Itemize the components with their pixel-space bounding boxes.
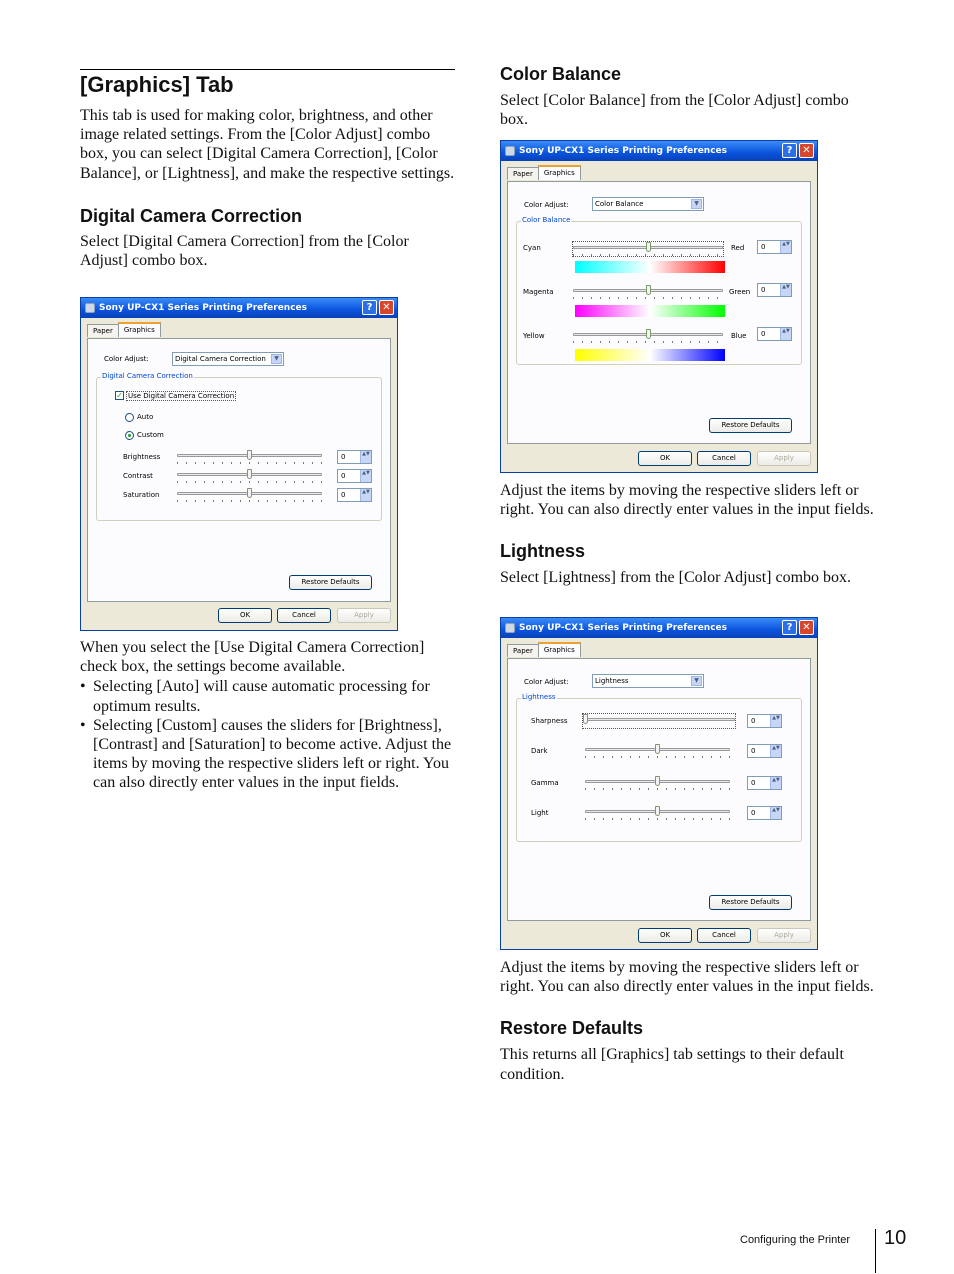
lightness-group [516,693,802,842]
cancel-button[interactable]: Cancel [277,608,331,623]
tab-graphics[interactable]: Graphics [538,642,581,657]
dialog-titlebar [81,298,397,318]
spin-arrows-icon[interactable]: ▲▼ [360,489,371,501]
spin-arrows-icon[interactable]: ▲▼ [770,807,781,819]
saturation-value: 0 [341,491,346,499]
spin-arrows-icon[interactable]: ▲▼ [360,451,371,463]
lightness-after-block [500,958,875,1084]
light-label: Light [531,809,549,817]
sharpness-value: 0 [751,717,756,725]
cyan-red-slider[interactable] [573,242,723,256]
slider-thumb[interactable] [655,776,660,786]
lightness-paragraph: Select [Lightness] from the [Color Adjust] combo box. [500,569,852,587]
magenta-green-gradient [575,305,725,317]
dark-slider[interactable] [585,744,730,758]
brightness-slider[interactable] [177,450,322,464]
dialog-tabs [507,644,580,657]
sharpness-label: Sharpness [531,717,568,725]
gamma-value: 0 [751,779,756,787]
combo-value: Color Balance [595,200,644,208]
cyan-red-input[interactable] [757,240,792,254]
cyan-label: Cyan [523,244,541,252]
dcc-group [96,372,382,521]
chevron-down-icon: ▼ [691,676,702,686]
lightness-heading: Lightness [500,541,586,562]
saturation-slider[interactable] [177,488,322,502]
intro-paragraph: This tab is used for making color, brightness, and other image related settings. From the [Color Adjust] combo box, you can select [Digital Camera Correction], [Color Balance], or [Lightness], and make the respective settings. [80,107,455,182]
red-label: Red [731,244,745,252]
help-button[interactable]: ? [782,620,797,635]
magenta-label: Magenta [523,288,554,296]
cancel-button[interactable]: Cancel [697,928,751,943]
apply-button[interactable]: Apply [757,928,811,943]
slider-thumb[interactable] [655,806,660,816]
dark-input[interactable] [747,744,782,758]
slider-thumb[interactable] [247,469,252,479]
bullet-custom: • Selecting [Custom] causes the sliders for [Brightness], [Contrast] and [Saturation] to become active. Adjust the items by moving the respective sliders left or right. You can also directly enter values in the input fields. [80,716,455,793]
use-dcc-label: Use Digital Camera Correction [128,392,235,400]
magenta-green-slider[interactable] [573,285,723,299]
tab-paper[interactable]: Paper [507,167,539,180]
dialog-title: Sony UP-CX1 Series Printing Preferences [519,146,727,156]
dialog-title: Sony UP-CX1 Series Printing Preferences [99,303,307,313]
auto-label: Auto [137,413,154,421]
cancel-button[interactable]: Cancel [697,451,751,466]
graphics-panel [507,658,811,921]
contrast-value: 0 [341,472,346,480]
graphics-panel [87,338,391,602]
help-button[interactable]: ? [362,300,377,315]
right-column [500,63,875,129]
dialog-digital-camera-correction [80,297,398,631]
chevron-down-icon: ▼ [271,354,282,364]
apply-button[interactable]: Apply [337,608,391,623]
spin-arrows-icon[interactable]: ▲▼ [780,328,791,340]
dialog-tabs [507,167,580,180]
bullet-auto: • Selecting [Auto] will cause automatic processing for optimum results. [80,677,455,715]
dcc-heading: Digital Camera Correction [80,205,303,226]
lightness-after-paragraph: Adjust the items by moving the respective sliders left or right. You can also directly enter values in the input fields. [500,959,874,996]
dialog-color-balance [500,140,818,473]
brightness-label: Brightness [123,453,161,461]
slider-thumb[interactable] [646,242,651,252]
restore-defaults-paragraph: This returns all [Graphics] tab settings to their default condition. [500,1046,844,1083]
color-balance-after-block [500,481,875,588]
page-title: [Graphics] Tab [80,72,234,97]
spin-arrows-icon[interactable]: ▲▼ [770,745,781,757]
dialog-tabs [87,324,160,337]
yellow-blue-input[interactable] [757,327,792,341]
close-button[interactable]: ✕ [799,620,814,635]
graphics-panel [507,181,811,444]
blue-label: Blue [731,332,747,340]
yellow-blue-value: 0 [761,330,766,338]
tab-graphics[interactable]: Graphics [118,322,161,337]
color-balance-heading: Color Balance [500,64,622,84]
tab-paper[interactable]: Paper [507,644,539,657]
color-balance-after-paragraph: Adjust the items by moving the respective sliders left or right. You can also directly enter values in the input fields. [500,482,874,519]
slider-thumb[interactable] [646,285,651,295]
gamma-slider[interactable] [585,776,730,790]
spin-arrows-icon[interactable]: ▲▼ [770,777,781,789]
apply-button[interactable]: Apply [757,451,811,466]
restore-defaults-button[interactable]: Restore Defaults [709,895,792,910]
printer-icon [505,623,515,633]
spin-arrows-icon[interactable]: ▲▼ [360,470,371,482]
light-input[interactable] [747,806,782,820]
slider-thumb[interactable] [247,450,252,460]
color-adjust-combo[interactable] [592,197,704,211]
contrast-input[interactable] [337,469,372,483]
brightness-input[interactable] [337,450,372,464]
color-adjust-label: Color Adjust: [524,201,569,209]
chevron-down-icon: ▼ [691,199,702,209]
dialog-title: Sony UP-CX1 Series Printing Preferences [519,623,727,633]
color-balance-paragraph: Select [Color Balance] from the [Color Adjust] combo box. [500,92,849,129]
ok-button[interactable]: OK [638,928,692,943]
contrast-label: Contrast [123,472,153,480]
yellow-blue-gradient [575,349,725,361]
dialog-titlebar [501,141,817,161]
slider-thumb[interactable] [247,488,252,498]
dcc-after-paragraph: When you select the [Use Digital Camera Correction] check box, the settings become available. [80,639,425,676]
color-balance-group-label: Color Balance [522,216,571,224]
dark-value: 0 [751,747,756,755]
custom-radio[interactable] [125,431,134,440]
dcc-bullet-list [80,677,455,792]
slider-thumb[interactable] [583,714,588,724]
cyan-red-gradient [575,261,725,273]
cyan-red-value: 0 [761,243,766,251]
auto-radio[interactable] [125,413,134,422]
custom-label: Custom [137,431,164,439]
gamma-label: Gamma [531,779,559,787]
page-number: 10 [884,1227,907,1249]
light-value: 0 [751,809,756,817]
dcc-paragraph: Select [Digital Camera Correction] from the [Color Adjust] combo box. [80,232,409,270]
lightness-group-label: Lightness [522,693,556,701]
close-button[interactable]: ✕ [379,300,394,315]
footer-rule [875,1229,876,1273]
combo-value: Lightness [595,677,629,685]
restore-defaults-button[interactable]: Restore Defaults [289,575,372,590]
left-column [80,69,455,270]
light-slider[interactable] [585,806,730,820]
printer-icon [505,146,515,156]
contrast-slider[interactable] [177,469,322,483]
color-adjust-combo[interactable] [592,674,704,688]
spin-arrows-icon[interactable]: ▲▼ [770,715,781,727]
color-balance-group [516,216,802,365]
dark-label: Dark [531,747,548,755]
spin-arrows-icon[interactable]: ▲▼ [780,241,791,253]
ok-button[interactable]: OK [218,608,272,623]
color-adjust-combo[interactable] [172,352,284,366]
help-button[interactable]: ? [782,143,797,158]
color-adjust-label: Color Adjust: [104,355,149,363]
sharpness-input[interactable] [747,714,782,728]
restore-defaults-heading: Restore Defaults [500,1018,644,1039]
close-button[interactable]: ✕ [799,143,814,158]
yellow-blue-slider[interactable] [573,329,723,343]
footer-section-title: Configuring the Printer [740,1234,851,1246]
gamma-input[interactable] [747,776,782,790]
combo-value: Digital Camera Correction [175,355,266,363]
slider-thumb[interactable] [646,329,651,339]
title-rule [80,69,455,70]
dialog-titlebar [501,618,817,638]
saturation-label: Saturation [123,491,160,499]
saturation-input[interactable] [337,488,372,502]
green-label: Green [729,288,751,296]
brightness-value: 0 [341,453,346,461]
tab-graphics[interactable]: Graphics [538,165,581,180]
magenta-green-value: 0 [761,286,766,294]
tab-paper[interactable]: Paper [87,324,119,337]
color-adjust-label: Color Adjust: [524,678,569,686]
dcc-group-label: Digital Camera Correction [102,372,193,380]
restore-defaults-button[interactable]: Restore Defaults [709,418,792,433]
sharpness-slider[interactable] [583,714,735,728]
yellow-label: Yellow [523,332,545,340]
dialog-lightness [500,617,818,950]
printer-icon [85,303,95,313]
slider-thumb[interactable] [655,744,660,754]
use-dcc-checkbox[interactable]: ✓ [116,391,123,400]
dcc-after-block [80,638,455,793]
spin-arrows-icon[interactable]: ▲▼ [780,284,791,296]
ok-button[interactable]: OK [638,451,692,466]
magenta-green-input[interactable] [757,283,792,297]
